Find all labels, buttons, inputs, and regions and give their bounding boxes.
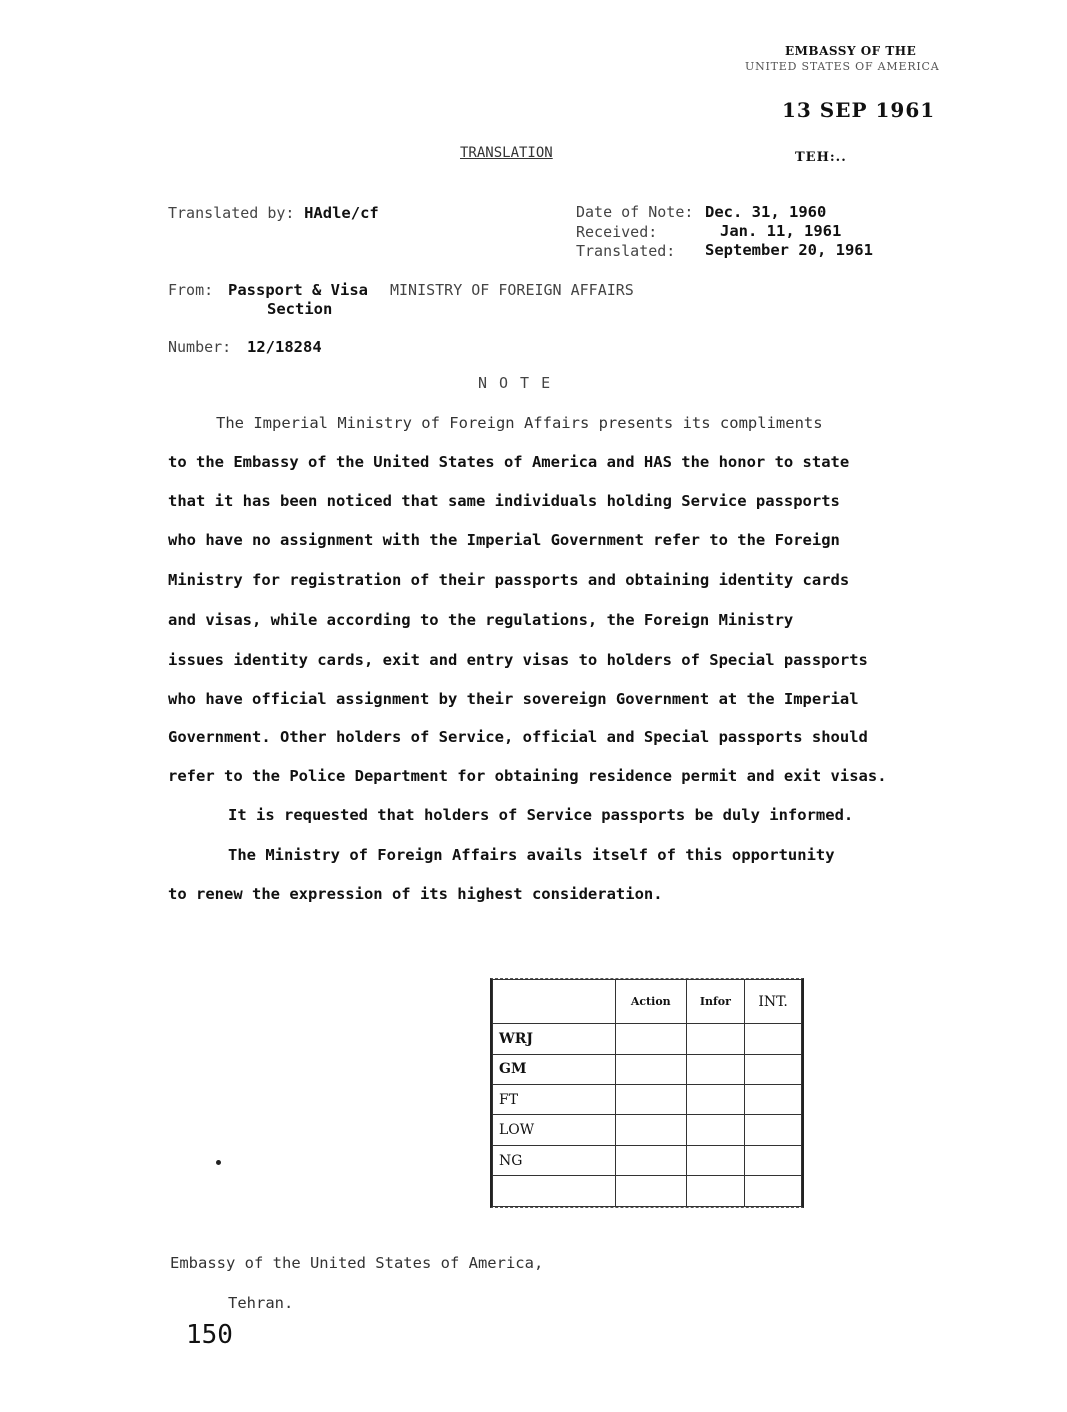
document-heading: TRANSLATION bbox=[460, 145, 553, 161]
translated-date-label: Translated: bbox=[576, 242, 676, 260]
from-label: From: bbox=[168, 281, 214, 299]
routing-name: FT bbox=[493, 1085, 616, 1115]
table-row bbox=[493, 1145, 802, 1175]
table-row bbox=[493, 1024, 802, 1054]
body-line: Government. Other holders of Service, official and Special passports should bbox=[168, 728, 868, 746]
table-row bbox=[493, 1115, 802, 1145]
routing-header-int: INT. bbox=[745, 980, 802, 1024]
request-line: It is requested that holders of Service passports be duly informed. bbox=[228, 806, 854, 824]
body-line: and visas, while according to the regulations, the Foreign Ministry bbox=[168, 611, 794, 629]
table-row bbox=[493, 1085, 802, 1115]
stamp-embassy-line: EMBASSY OF THE bbox=[785, 44, 917, 58]
body-line: who have official assignment by their sovereign Government at the Imperial bbox=[168, 690, 859, 708]
translated-by bbox=[168, 203, 379, 222]
routing-name: NG bbox=[493, 1145, 616, 1175]
date-of-note-label: Date of Note: bbox=[576, 203, 694, 221]
addressee-line1: Embassy of the United States of America, bbox=[170, 1254, 544, 1272]
from-dept-line2: Section bbox=[267, 300, 333, 318]
ink-dot bbox=[216, 1160, 221, 1165]
note-title: NOTE bbox=[478, 374, 563, 392]
number-value: 12/18284 bbox=[247, 338, 322, 356]
stamp-us-line: UNITED STATES OF AMERICA bbox=[745, 60, 940, 73]
routing-name: GM bbox=[493, 1054, 616, 1084]
addressee-line2: Tehran. bbox=[228, 1294, 294, 1312]
closing-line: to renew the expression of its highest consideration. bbox=[168, 885, 663, 903]
routing-name: LOW bbox=[493, 1115, 616, 1145]
received-value: Jan. 11, 1961 bbox=[720, 222, 842, 240]
body-line: that it has been noticed that same individuals holding Service passports bbox=[168, 492, 840, 510]
table-row bbox=[493, 1176, 802, 1207]
routing-header-blank bbox=[493, 980, 616, 1024]
stamp-date: 13 SEP 1961 bbox=[782, 98, 936, 122]
body-line: Ministry for registration of their passports and obtaining identity cards bbox=[168, 571, 850, 589]
body-line: issues identity cards, exit and entry visas to holders of Special passports bbox=[168, 651, 868, 669]
number-label: Number: bbox=[168, 338, 232, 356]
routing-name: WRJ bbox=[493, 1024, 616, 1054]
body-line: refer to the Police Department for obtaining residence permit and exit visas. bbox=[168, 767, 887, 785]
routing-header-infor: Infor bbox=[686, 980, 745, 1024]
body-line: The Imperial Ministry of Foreign Affairs presents its compliments bbox=[216, 414, 823, 432]
from-ministry: MINISTRY OF FOREIGN AFFAIRS bbox=[390, 281, 634, 299]
from-dept-line1: Passport & Visa bbox=[228, 281, 368, 299]
translated-by-value: HAdle/cf bbox=[304, 204, 379, 222]
table-row bbox=[493, 1054, 802, 1084]
routing-name bbox=[493, 1176, 616, 1207]
translated-date-value: September 20, 1961 bbox=[705, 241, 873, 259]
closing-line: The Ministry of Foreign Affairs avails itself of this opportunity bbox=[228, 846, 835, 864]
body-line: who have no assignment with the Imperial Government refer to the Foreign bbox=[168, 531, 840, 549]
received-label: Received: bbox=[576, 223, 658, 241]
stamp-city: TEH:.. bbox=[795, 150, 847, 165]
date-of-note-value: Dec. 31, 1960 bbox=[705, 203, 827, 221]
translated-by-label: Translated by: bbox=[168, 204, 295, 222]
body-line: to the Embassy of the United States of America and HAS the honor to state bbox=[168, 453, 850, 471]
routing-table bbox=[490, 978, 804, 1208]
routing-header-action: Action bbox=[616, 980, 687, 1024]
page-number: 150 bbox=[186, 1320, 233, 1350]
